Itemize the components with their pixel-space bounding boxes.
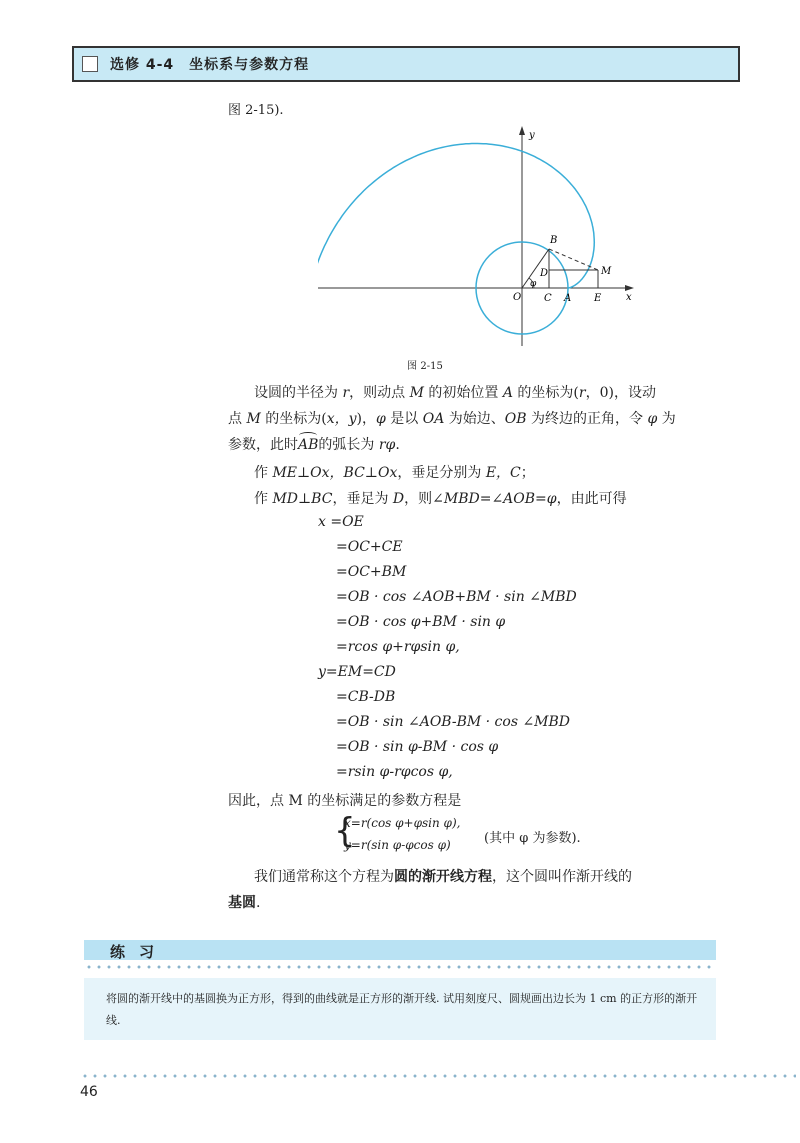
math-A: A [502,385,513,401]
math-r: r [578,385,586,401]
paragraph-1-line-3 [228,434,400,454]
figure-caption: 图 2-15 [407,361,443,372]
eq-x-line-4: =OB · cos ∠AOB+BM · sin ∠MBD [336,589,577,605]
text: 作 [254,491,273,507]
math-perpendiculars: ME⊥Ox，BC⊥Ox [272,465,398,481]
text: 的坐标为( [260,411,327,427]
eq-y-line-4: =OB · sin φ-BM · cos φ [336,739,499,755]
paragraph-1-line-2 [228,408,676,428]
text: ，由此可得 [556,491,627,507]
math-M: M [246,411,261,427]
math-rphi: rφ [378,437,396,453]
text: . [395,437,400,453]
segment-BM [549,249,598,270]
figure-reference: 图 2-15). [228,103,284,118]
paragraph-3 [254,488,627,508]
involute-figure [318,120,638,350]
eq-x-line-1: x =OE [318,514,364,530]
text: )， [356,411,376,427]
text: 的弧长为 [318,437,379,453]
math-EC: E，C [485,465,521,481]
label-x-axis: x [626,292,632,303]
paragraph-2 [254,462,535,482]
keyword-base-circle: 基圆 [228,895,256,911]
eq-y-line-2: =CB-DB [336,689,396,705]
label-phi: φ [530,279,537,289]
text: ，0)，设动 [585,385,656,401]
label-y-axis: y [529,130,535,141]
text: . [256,895,261,911]
math-arc-AB: AB [298,437,319,453]
math-phi: φ [376,411,386,427]
label-O: O [513,292,522,303]
paragraph-1-line-1 [254,382,656,402]
page-number: 46 [80,1084,98,1100]
exercise-dotted-divider [84,965,716,969]
eq-y-line-1: y=EM=CD [318,664,396,680]
system-line-2: y=r(sin φ-φcos φ) [344,838,451,852]
exercise-text: 将圆的渐开线中的基圆换为正方形，得到的曲线就是正方形的渐开线. 试用刻度尺、圆规画出边长为 1 cm 的正方形的渐开线. [106,992,698,1027]
math-OA: OA [422,411,445,427]
math-M: M [409,385,424,401]
math-MD-perp-BC: MD⊥BC [272,491,333,507]
system-line-1: x=r(cos φ+φsin φ), [344,816,461,830]
text: ，则∠ [404,491,444,507]
text: 我们通常称这个方程为 [254,869,394,885]
x-axis-arrow [625,285,634,291]
exercise-title-bar [84,940,716,960]
footer-dotted-divider [80,1074,796,1078]
eq-x-line-5: =OB · cos φ+BM · sin φ [336,614,506,630]
eq-x-line-2: =OC+CE [336,539,403,555]
header-square-icon [82,56,98,72]
text: ； [520,465,535,481]
math-angle-equality: MBD=∠AOB=φ [443,491,557,507]
text: 为始边、 [444,411,505,427]
label-A: A [564,293,572,304]
label-C: C [544,293,552,304]
eq-x-line-6: =rcos φ+rφsin φ, [336,639,460,655]
math-phi: φ [647,411,658,427]
text: 的坐标为( [512,385,579,401]
math-D: D [392,491,405,507]
system-note: (其中 φ 为参数). [484,831,581,846]
text: 为终边的正角，令 [526,411,648,427]
text: 是以 [385,411,423,427]
eq-y-line-5: =rsin φ-rφcos φ, [336,764,453,780]
exercise-title: 练习 [110,943,169,961]
text: ，这个圆叫作渐开线的 [492,869,632,885]
eq-x-line-3: =OC+BM [336,564,407,580]
math-r: r [342,385,350,401]
keyword-involute-equation: 圆的渐开线方程 [394,869,492,885]
text: 作 [254,465,273,481]
label-B: B [550,235,558,246]
y-axis-arrow [519,126,525,135]
involute-curve [318,144,594,351]
chapter-title: 选修 4-4 坐标系与参数方程 [110,57,310,73]
label-E: E [594,293,602,304]
text: 为 [657,411,676,427]
text: 设圆的半径为 [254,385,343,401]
label-D: D [540,268,549,279]
text: ，则动点 [349,385,410,401]
chapter-header [72,46,740,82]
label-M: M [601,266,612,277]
system-brace: { [334,811,356,851]
text: 点 [228,411,247,427]
text: ，垂足为 [332,491,393,507]
closing-line-1 [254,866,632,886]
conclusion-sentence: 因此，点 M 的坐标满足的参数方程是 [228,793,462,809]
math-xy: x，y [326,411,357,427]
text: 的初始位置 [423,385,503,401]
text: 参数，此时 [228,437,298,453]
closing-line-2 [228,892,260,912]
text: ，垂足分别为 [397,465,486,481]
math-OB: OB [504,411,527,427]
eq-y-line-3: =OB · sin ∠AOB-BM · cos ∠MBD [336,714,571,730]
